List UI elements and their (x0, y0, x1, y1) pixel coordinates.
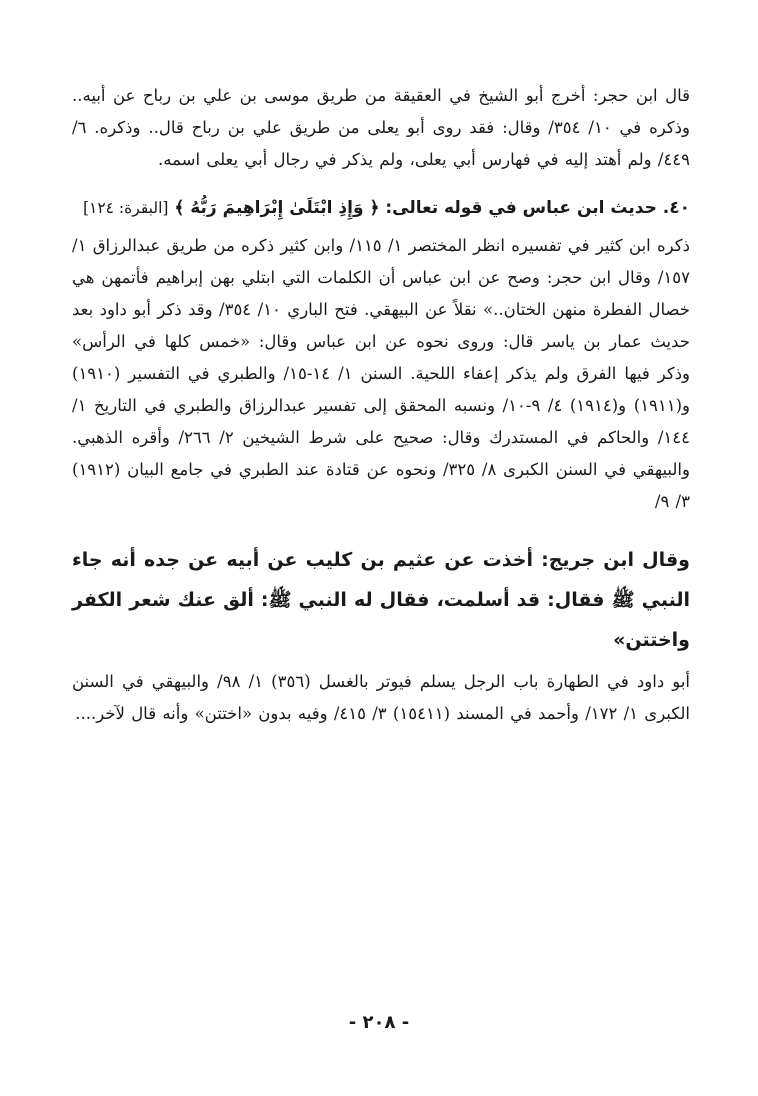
section-heading-40 (72, 192, 690, 224)
paragraph-abu-dawud: أبو داود في الطهارة باب الرجل يسلم فيوتر بالغسل (٣٥٦) ١/ ٩٨/ والبيهقي في السنن الكبرى ١/ ١٧٢/ وأحمد في المسند (١٥٤١١) ٣/ ٤١٥/ وفيه بدون «اختتن» وأنه قال لآخر.... (72, 672, 691, 723)
quran-verse: ﴿ وَإِذِ ابْتَلَىٰ إِبْرَاهِيمَ رَبُّهُ ﴾ (174, 198, 380, 218)
page-body (72, 80, 690, 730)
paragraph-takhrij: ذكره ابن كثير في تفسيره انظر المختصر ١/ ١١٥/ وابن كثير ذكره من طريق عبدالرزاق ١/ ١٥٧/ وقال ابن حجر: وصح عن ابن عباس أن الكلمات التي ابتلي بهن إبراهيم فأتمهن هي خصال الفطرة منهن الختان..» نقلاً عن البيهقي. فتح الباري ١٠/ ٣٥٤/ وقد ذكر أبو داود بعد حديث عمار بن ياسر قال: وروى نحوه عن ابن عباس وقال: «خمس كلها في الرأس» وذكر فيها الفرق ولم يذكر إعفاء اللحية. السنن ١/ ١٤-١٥/ والطبري في التفسير (١٩١٠) و(١٩١١) و(١٩١٤) ٤/ ٩-١٠/ ونسبه المحقق إلى تفسير عبدالرزاق والطبري في التاريخ ١/ ١٤٤/ والحاكم في المستدرك وقال: صحيح على شرط الشيخين ٢/ ٢٦٦/ وأقره الذهبي. والبيهقي في السنن الكبرى ٨/ ٣٢٥/ ونحوه عن قتادة عند الطبري في جامع البيان (١٩١٢) ٣/ ٩/ (72, 236, 691, 511)
paragraph-ibn-hajar: قال ابن حجر: أخرج أبو الشيخ في العقيقة من طريق موسى بن علي بن رباح عن أبيه.. وذكره في ١٠/ ٣٥٤/ وقال: فقد روى أبو يعلى من طريق علي بن رباح قال.. وذكره. ٦/ ٤٤٩/ ولم أهتد إليه في فهارس أبي يعلى، ولم يذكر في رجال أبي يعلى اسمه. (72, 86, 690, 169)
surah-reference: [البقرة: ١٢٤] (82, 199, 169, 217)
heading-title: ٤٠. حديث ابن عباس في قوله تعالى: (385, 198, 690, 218)
hadith-text: وقال ابن جريج: أخذت عن عثيم بن كليب عن أبيه عن جده أنه جاء النبي ﷺ فقال: قد أسلمت، فقال له النبي ﷺ: ألق عنك شعر الكفر واختتن» (72, 549, 690, 651)
page-number: - ٢٠٨ - (348, 1012, 410, 1033)
